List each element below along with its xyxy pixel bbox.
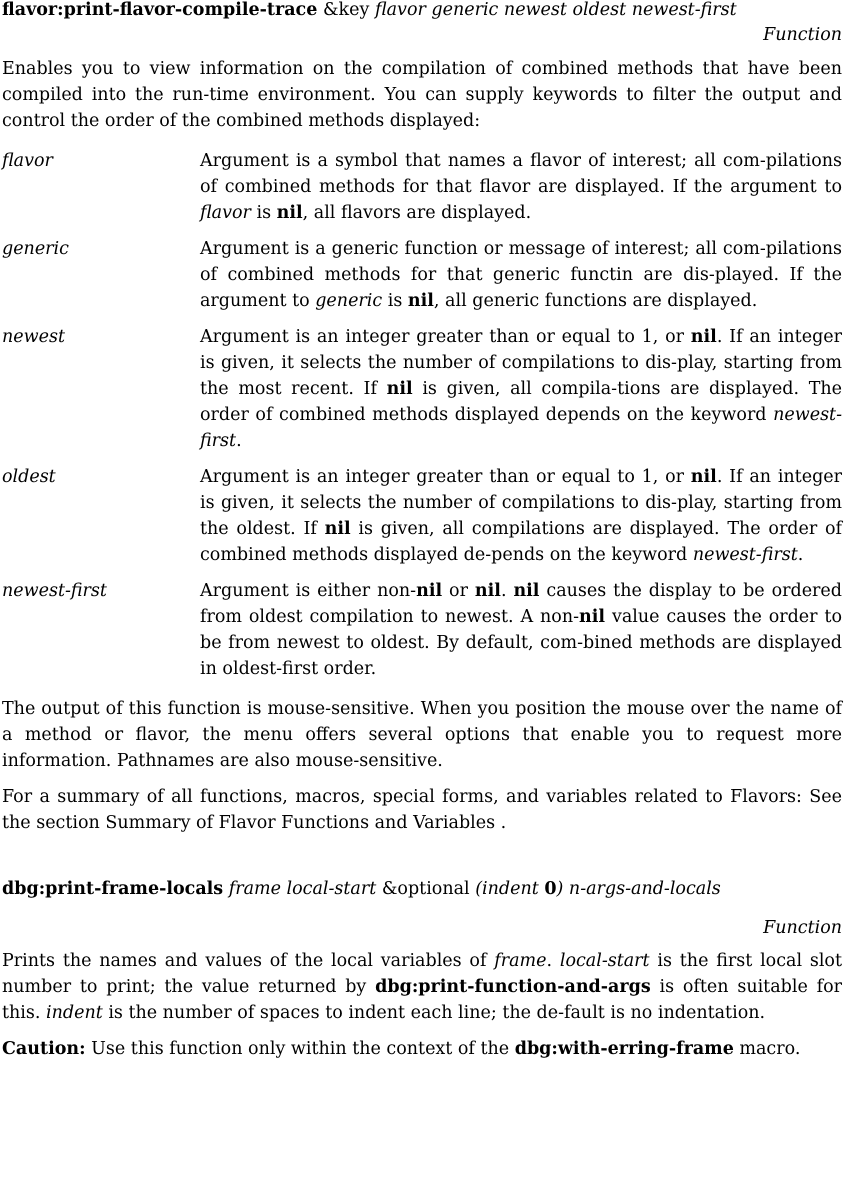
argument-description: Argument is an integer greater than or equal to 1, or nil. If an integer is given, it selects the number of compilations to dis-play, starting from the oldest. If nil is given, all compilations are displayed. The order of combined methods displayed de-pends on the keyword newest-first. (200, 467, 842, 565)
entry-print-frame-locals (2, 876, 842, 1062)
argument-description: Argument is an integer greater than or equal to 1, or nil. If an integer is given, it selects the number of compilations to dis-play, starting from the most recent. If nil is given, all compila-tions are displayed. The order of combined methods displayed depends on the keyword newest-first. (200, 327, 842, 451)
caution-paragraph: Caution: Use this function only within the context of the dbg:with-erring-frame macro. (2, 1039, 801, 1059)
description-paragraph: Prints the names and values of the local variables of frame. local-start is the first local slot number to print; the value returned by dbg:print-function-and-args is often suitable for this. indent is the number of spaces to indent each line; the de-fault is no indentation. (2, 951, 842, 1023)
argument-item (2, 464, 842, 568)
argument-list (2, 148, 842, 682)
argument-name: oldest (2, 467, 56, 487)
function-params: flavor generic newest oldest newest-first (374, 0, 737, 20)
argument-item (2, 578, 842, 682)
function-params: frame local-start (228, 879, 377, 899)
argument-name: newest (2, 327, 65, 347)
function-signature (2, 876, 842, 902)
entry-print-flavor-compile-trace (2, 0, 842, 836)
entry-kind: Function (763, 25, 842, 45)
argument-item (2, 148, 842, 226)
lambda-keyword: &optional (381, 879, 470, 899)
function-name: flavor:print-flavor-compile-trace (2, 0, 318, 20)
function-signature (2, 0, 842, 21)
argument-name: newest-first (2, 581, 107, 601)
argument-item (2, 236, 842, 314)
function-name: dbg:print-frame-locals (2, 879, 224, 899)
entry-kind: Function (763, 918, 842, 938)
argument-name: generic (2, 239, 69, 259)
document-page (2, 0, 842, 1062)
summary-reference-paragraph: For a summary of all functions, macros, special forms, and variables related to Flavors: See the section Summary of Flavor Functions and Variables . (2, 787, 842, 833)
argument-name: flavor (2, 151, 53, 171)
argument-description: Argument is either non-nil or nil. nil causes the display to be ordered from oldest compilation to newest. A non-nil value causes the order to be from newest to oldest. By default, com-bined methods are displayed in oldest-first order. (200, 581, 842, 679)
mouse-sensitive-paragraph: The output of this function is mouse-sensitive. When you position the mouse over the name of a method or flavor, the menu offers several options that enable you to request more information. Pathnames are also mouse-sensitive. (2, 699, 842, 771)
function-params-optional: (indent 0) n-args-and-locals (475, 879, 721, 899)
argument-description: Argument is a symbol that names a flavor of interest; all com-pilations of combined methods for that flavor are displayed. If the argument to flavor is nil, all flavors are displayed. (200, 151, 842, 223)
intro-paragraph: Enables you to view information on the compilation of combined methods that have been compiled into the run-time environment. You can supply keywords to filter the output and control the order of the combined methods displayed: (2, 59, 842, 131)
argument-description: Argument is a generic function or message of interest; all com-pilations of combined methods for that generic functin are dis-played. If the argument to generic is nil, all generic functions are displayed. (200, 239, 842, 311)
caution-label: Caution: (2, 1039, 86, 1059)
argument-item (2, 324, 842, 454)
lambda-keyword: &key (322, 0, 370, 20)
